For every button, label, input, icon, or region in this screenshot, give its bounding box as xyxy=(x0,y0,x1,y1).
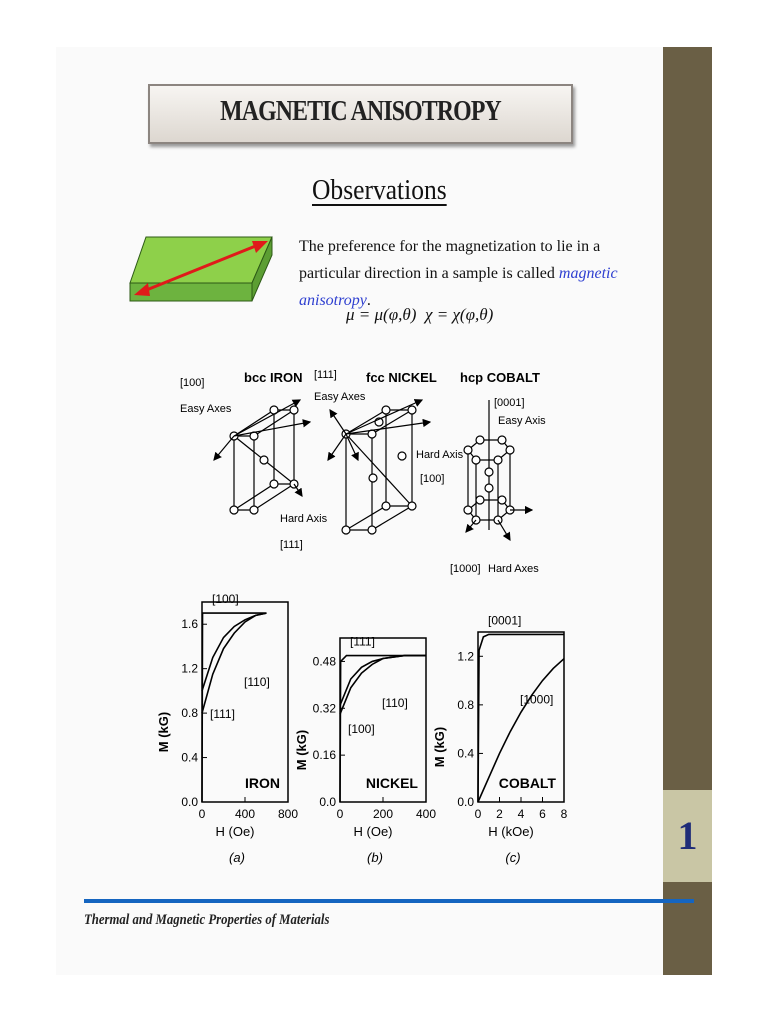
iron-series-label: [100] xyxy=(212,592,239,607)
nickel-x-axis-label: H (Oe) xyxy=(353,824,393,839)
iron-xtick-label: 800 xyxy=(277,807,299,821)
nickel-ytick-label: 0.48 xyxy=(312,654,336,669)
cobalt-easy-label: Easy Axis xyxy=(498,415,546,427)
nickel-y-axis-label: M (kG) xyxy=(294,729,309,771)
nickel-xtick-label: 200 xyxy=(372,807,394,821)
iron-xtick-label: 400 xyxy=(234,807,256,821)
cobalt-series-label: [1000] xyxy=(520,692,554,707)
cobalt-x-axis-label: H (kOe) xyxy=(488,824,534,839)
cobalt-xtick-label: 8 xyxy=(560,807,568,821)
nickel-title: fcc NICKEL xyxy=(366,370,437,385)
cobalt-xtick-label: 0 xyxy=(474,807,482,821)
cobalt-easy-dir: [0001] xyxy=(494,397,525,409)
cobalt-material-label: COBALT xyxy=(498,775,556,791)
section-subtitle: Observations xyxy=(312,174,447,206)
slide-title: MAGNETIC ANISOTROPY xyxy=(220,96,501,127)
iron-x-axis-label: H (Oe) xyxy=(215,824,255,839)
definition-paragraph xyxy=(299,233,659,314)
nickel-hard-label: Hard Axis xyxy=(416,449,464,461)
nickel-hard-dir: [100] xyxy=(420,473,445,485)
iron-ytick-label: 0.0 xyxy=(181,795,198,809)
iron-material-label: IRON xyxy=(245,775,280,791)
nickel-series-label: [100] xyxy=(348,722,375,737)
iron-series-label: [111] xyxy=(210,707,235,721)
iron-hard-dir: [111] xyxy=(280,539,303,551)
iron-easy-dir: [100] xyxy=(180,377,205,389)
nickel-xtick-label: 0 xyxy=(336,807,344,821)
nickel-ytick-label: 0.32 xyxy=(312,701,336,716)
footer-text: Thermal and Magnetic Properties of Materials xyxy=(84,912,330,928)
cobalt-title: hcp COBALT xyxy=(460,370,540,385)
nickel-cube xyxy=(346,410,412,530)
cobalt-panel-label: (c) xyxy=(505,850,521,865)
iron-ytick-label: 1.6 xyxy=(181,617,198,632)
cobalt-series-label: [0001] xyxy=(488,613,522,628)
magnetization-curves xyxy=(150,590,590,895)
page-number: 1 xyxy=(677,813,698,858)
iron-series-label: [110] xyxy=(244,675,270,689)
equation-mu: μ = μ(φ,θ) xyxy=(346,305,417,324)
footer-divider xyxy=(84,899,694,903)
cobalt-hard-dir: [1000] xyxy=(450,563,481,575)
nickel-easy-dir: [111] xyxy=(314,369,337,381)
crystal-diagrams xyxy=(170,360,590,580)
iron-ytick-label: 1.2 xyxy=(181,661,198,676)
magnetic-anisotropy-term: magnetic anisotropy xyxy=(299,265,618,309)
iron-panel-label: (a) xyxy=(229,850,245,865)
iron-title: bcc IRON xyxy=(244,370,303,385)
nickel-ytick-label: 0.16 xyxy=(312,748,336,763)
iron-atoms xyxy=(230,406,298,514)
nickel-material-label: NICKEL xyxy=(365,775,418,791)
cobalt-xtick-label: 6 xyxy=(539,807,546,821)
iron-hard-label: Hard Axis xyxy=(280,513,328,525)
iron-xtick-label: 0 xyxy=(198,807,206,821)
cobalt-ytick-label: 0.0 xyxy=(457,795,474,809)
paragraph-period: . xyxy=(366,292,371,309)
iron-easy-label: Easy Axes xyxy=(180,403,232,415)
cobalt-xtick-label: 2 xyxy=(496,807,503,821)
iron-y-axis-label: M (kG) xyxy=(156,711,171,753)
nickel-ytick-label: 0.0 xyxy=(319,795,336,809)
cobalt-ytick-label: 0.4 xyxy=(457,746,474,761)
nickel-panel-label: (b) xyxy=(367,850,383,865)
paragraph-text: The preference for the magnetization to lie in a particular direction in a sample is called xyxy=(299,238,601,282)
equation-chi: χ = χ(φ,θ) xyxy=(425,305,494,324)
iron-plot-frame xyxy=(202,602,288,802)
sample-slab-illustration xyxy=(126,233,276,305)
iron-ytick-label: 0.4 xyxy=(181,750,198,765)
nickel-xtick-label: 400 xyxy=(415,807,437,821)
cobalt-xtick-label: 4 xyxy=(517,807,525,821)
cobalt-ytick-label: 0.8 xyxy=(457,697,474,712)
nickel-series-label: [111] xyxy=(350,634,375,649)
cobalt-y-axis-label: M (kG) xyxy=(432,726,447,768)
iron-ytick-label: 0.8 xyxy=(181,706,198,721)
nickel-series-label: [110] xyxy=(382,695,408,710)
cobalt-hard-label: Hard Axes xyxy=(488,563,539,575)
nickel-easy-label: Easy Axes xyxy=(314,391,366,403)
cobalt-ytick-label: 1.2 xyxy=(457,649,474,664)
